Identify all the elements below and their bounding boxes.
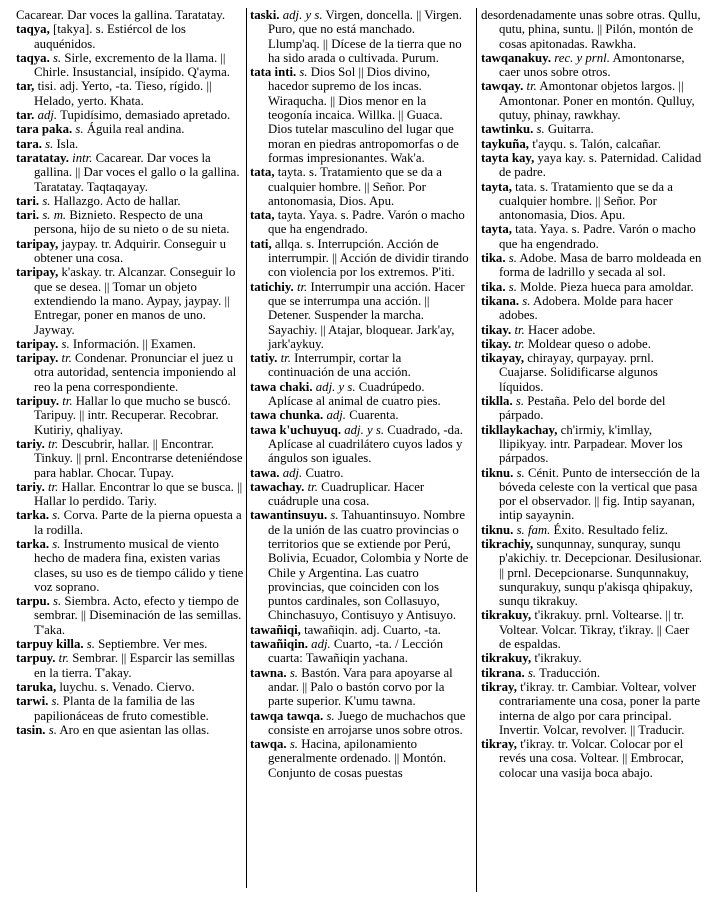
dictionary-entry: [250, 165, 469, 208]
entry-definition: Pestaña. Pelo del borde del párpado.: [499, 394, 666, 423]
entry-definition: Septiembre. Ver mes.: [94, 637, 208, 652]
entry-definition: Sirle, excremento de la llama. || Chirle. Insustancial, insípido. Q'ayma.: [34, 50, 231, 80]
dictionary-entry: [481, 122, 702, 136]
entry-definition: Moldear queso o adobe.: [524, 336, 651, 351]
dictionary-entry: [481, 394, 702, 423]
dictionary-entry: [16, 337, 244, 351]
entry-headword: tawa chunka.: [250, 408, 324, 423]
entry-headword: tawna.: [250, 665, 287, 680]
entry-definition: tisi. adj. Yerto, -ta. Tieso, rígido. || Helado, yerto. Khata.: [34, 79, 212, 108]
dictionary-entry: [481, 79, 702, 122]
entry-headword: tarpu.: [16, 594, 50, 609]
dictionary-entry: [481, 608, 702, 651]
entry-headword: tiknu.: [481, 465, 514, 480]
entry-definition: Isla.: [53, 136, 79, 151]
entry-headword: tika.: [481, 279, 506, 294]
dictionary-entry: [16, 480, 244, 509]
dictionary-entry: [16, 208, 244, 237]
column-divider: [476, 8, 477, 892]
entry-grammar: adj.: [326, 408, 347, 423]
entry-definition: Información. || Examen.: [69, 336, 196, 351]
entry-headword: tariy.: [16, 479, 45, 494]
entry-headword: tati,: [250, 236, 272, 251]
entry-headword: tikana.: [481, 293, 520, 308]
entry-definition: Descubrir, hallar. || Encontrar. Tinkuy. || prnl. Encontrarse deteniéndose para hablar. Chocar. Tupay.: [34, 436, 243, 480]
entry-definition: sunqunnay, sunquray, sunqu p'akichiy. tr. Decepcionar. Desilusionar. || prnl. Decepcionarse. Sunqunnakuy, sunqurakuy, sunqu p'akisqa qhipakuy, sunqu tikrakuy.: [499, 536, 702, 609]
entry-grammar: s.: [516, 465, 525, 480]
entry-definition: Cacarear. Dar voces la gallina. || Dar voces el gallo o la gallina. Taratatay. Taqtaqayay.: [34, 150, 240, 194]
dictionary-entry: [481, 294, 702, 323]
entry-definition: tayta. Yaya. s. Padre. Varón o macho que ha engendrado.: [268, 208, 465, 237]
entry-definition: Hallazgo. Acto de hallar.: [50, 193, 181, 208]
entry-grammar: intr.: [72, 150, 93, 165]
column-divider: [246, 8, 247, 888]
entry-headword: tar.: [16, 108, 35, 123]
entry-headword: tari.: [16, 208, 40, 223]
entry-definition: Siembra. Acto, efecto y tiempo de sembrar. || Diseminación de las semillas. T'aka.: [34, 594, 242, 637]
entry-headword: tikay.: [481, 322, 512, 337]
entry-headword: tarka.: [16, 508, 50, 523]
entry-definition: Tupidísimo, demasiado apretado.: [57, 108, 231, 123]
dictionary-entry: [250, 466, 469, 480]
entry-definition: Virgen, doncella. || Virgen. Puro, que no está manchado. Llump'aq. || Dícese de la tierra que no ha sido arada o cultivada. Purum.: [268, 8, 463, 65]
entry-grammar: s.: [515, 394, 525, 409]
entry-headword: taripuy.: [16, 394, 60, 409]
entry-grammar: tr.: [280, 351, 291, 366]
entry-headword: tikrakuy,: [481, 651, 532, 666]
column-1: [16, 8, 244, 894]
entry-definition: t'ikrakuy.: [534, 651, 582, 666]
entry-definition: Sembrar. || Esparcir las semillas en la tierra. T'akay.: [34, 651, 235, 680]
entry-definition: tawañiqin. adj. Cuarto, -ta.: [304, 622, 441, 637]
entry-headword: tar,: [16, 79, 35, 94]
entry-grammar: adj.: [282, 465, 303, 480]
entry-grammar: adj. y s.: [282, 8, 323, 22]
entry-headword: tawa k'uchuyuq.: [250, 422, 342, 437]
entry-headword: tatiy.: [250, 351, 278, 366]
entry-definition: Éxito. Resultado feliz.: [550, 522, 668, 537]
entry-headword: taripay.: [16, 336, 59, 351]
entry-grammar: tr.: [307, 479, 318, 494]
dictionary-entry: [250, 623, 469, 637]
entry-headword: tarwi.: [16, 694, 49, 709]
entry-grammar: s.: [75, 122, 84, 137]
entry-headword: taqya,: [16, 22, 50, 37]
entry-definition: Hallar. Encontrar lo que se busca. || Hallar lo perdido. Tariy.: [34, 479, 243, 509]
entry-headword: tariy.: [16, 436, 45, 451]
entry-definition: Guitarra.: [544, 122, 594, 137]
dictionary-entry: [481, 137, 702, 151]
entry-definition: tata. Yaya. s. Padre. Varón o macho que ha engendrado.: [499, 222, 696, 251]
entry-definition: Instrumento musical de viento hecho de madera fina, existen varias clases, su uso es de tiempo cálido y tiene voz soprano.: [34, 536, 244, 594]
entry-headword: tikray,: [481, 679, 517, 694]
dictionary-entry: [481, 222, 702, 251]
entry-definition: Traducción.: [536, 665, 601, 680]
entry-definition: Molde. Pieza hueca para amoldar.: [516, 279, 694, 294]
entry-headword: tara.: [16, 136, 42, 151]
entry-headword: tarpuy killa.: [16, 637, 84, 652]
entry-headword: tayta,: [481, 179, 512, 194]
entry-definition: Aro en que asientan las ollas.: [56, 722, 210, 737]
dictionary-entry: [16, 437, 244, 480]
entry-headword: tawqa tawqa.: [250, 708, 324, 723]
entry-headword: tari.: [16, 193, 40, 208]
column-2: [250, 8, 469, 894]
entry-definition: chirayay, qurpayay. prnl. Cuajarse. Solidificarse algunos líquidos.: [499, 351, 658, 394]
entry-grammar: s.: [330, 508, 339, 523]
entry-definition: Dios Sol || Dios divino, hacedor supremo de los incas. Wiraqucha. || Dios menor en la teogonía incaica. Willka. || Guaca. Dios tutelar masculino del lugar que moran en piedras antropomorfas o de formas impresionantes. Wak'a.: [268, 65, 459, 165]
entry-definition: tayta. s. Tratamiento que se da a cualquier hombre. || Señor. Por antonomasia, Dios. Apu.: [268, 165, 442, 208]
entry-headword: tawa chaki.: [250, 379, 313, 394]
entry-grammar: s.: [508, 251, 517, 266]
entry-headword: tarpuy.: [16, 651, 56, 666]
dictionary-entry: [481, 280, 702, 294]
entry-grammar: s.: [289, 665, 299, 680]
dictionary-entry: [16, 394, 244, 437]
entry-headword: taripay.: [16, 351, 59, 366]
entry-headword: taripay,: [16, 265, 59, 280]
entry-headword: tikrachiy,: [481, 536, 534, 551]
entry-definition: t'ikray. tr. Cambiar. Voltear, volver contrariamente una cosa, poner la parte interna de algo por cara principal. Invertir. Volcar, revolver. || Traducir.: [499, 679, 701, 737]
entry-headword: tata,: [250, 208, 275, 223]
entry-grammar: adj.: [37, 108, 58, 123]
entry-grammar: tr.: [514, 336, 525, 351]
entry-definition: Corva. Parte de la pierna opuesta a la rodilla.: [34, 508, 242, 537]
entry-headword: tawqa.: [250, 737, 287, 752]
entry-headword: tiklla.: [481, 394, 513, 409]
entry-definition: Tahuantinsuyo. Nombre de la unión de las cuatro provincias o territorios que se extiende por Perú, Bolivia, Ecuador, Colombia y Norte de Chile y Argentina. Las cuatro provincias, que coinciden con los puntos cardinales, son Collasuyo, Chinchasuyo, Contisuyo y Antisuyo.: [268, 508, 469, 623]
dictionary-entry: [481, 666, 702, 680]
entry-definition: t'ikrakuy. prnl. Voltearse. || tr. Voltear. Volcar. Tikray, t'ikray. || Caer de espaldas.: [499, 608, 690, 652]
dictionary-entry: [481, 337, 702, 351]
entry-definition: Bastón. Vara para apoyarse al andar. || Palo o bastón corvo por la parte superior. K'umu tawna.: [268, 665, 453, 709]
dictionary-entry: [250, 237, 469, 280]
entry-headword: tiknu.: [481, 522, 514, 537]
entry-definition: Interrumpir una acción. Hacer que se interrumpa una acción. || Detener. Suspender la marcha. Sayachiy. || Atajar, bloquear. Jark'ay, jark'aykuy.: [268, 279, 465, 351]
entry-headword: taykuña,: [481, 136, 530, 151]
dictionary-entry: [16, 723, 244, 737]
entry-definition: ch'irmiy, k'imllay, llipikyay. intr. Parpadear. Mover los párpados.: [499, 422, 683, 466]
dictionary-entry: [16, 237, 244, 266]
dictionary-entry: [16, 351, 244, 394]
dictionary-entry: [16, 108, 244, 122]
entry-definition: Condenar. Pronunciar el juez u otra autoridad, sentencia imponiendo al reo la pena correspondiente.: [34, 351, 237, 394]
entry-grammar: adj. y s.: [315, 379, 356, 394]
entry-headword: tawqanakuy.: [481, 50, 552, 65]
entry-grammar: s.: [51, 694, 60, 709]
entry-definition: Interrumpir, cortar la continuación de una acción.: [268, 351, 411, 380]
dictionary-entry: [16, 651, 244, 680]
dictionary-entry: [16, 594, 244, 637]
entry-grammar: s.: [52, 536, 61, 551]
entry-grammar: tr.: [514, 322, 525, 337]
entry-headword: tikay.: [481, 336, 512, 351]
entry-grammar: s.: [42, 193, 51, 208]
entry-definition: allqa. s. Interrupción. Acción de interrumpir. || Acción de dividir tirando con violencia por los extremos. P'iti.: [268, 236, 469, 280]
entry-definition: Adobe. Masa de barro moldeada en forma de ladrillo y secada al sol.: [499, 251, 702, 280]
entry-definition: Cacarear. Dar voces la gallina. Taratatay.: [16, 8, 226, 22]
entry-grammar: s.: [299, 65, 308, 80]
entry-grammar: s.: [326, 708, 335, 723]
dictionary-entry: [16, 151, 244, 194]
entry-headword: tikrana.: [481, 665, 525, 680]
entry-headword: tawañiqi,: [250, 622, 301, 637]
entry-headword: tasin.: [16, 722, 46, 737]
dictionary-entry: [250, 380, 469, 409]
dictionary-entry: [16, 637, 244, 651]
dictionary-entry: [481, 51, 702, 80]
dictionary-entry: [250, 408, 469, 422]
dictionary-entry: [16, 22, 244, 51]
dictionary-entry: [250, 666, 469, 709]
dictionary-entry: [250, 737, 469, 780]
dictionary-entry: [16, 537, 244, 594]
dictionary-entry: [250, 637, 469, 666]
entry-grammar: s.: [52, 50, 62, 65]
entry-grammar: adj.: [311, 637, 331, 652]
entry-definition: Cuadrado, -da. Aplícase al cuadrilátero cuyos lados y ángulos son iguales.: [268, 422, 463, 466]
entry-definition: tata. s. Tratamiento que se da a cualquier hombre. || Señor. Por antonomasia, Dios. Apu.: [499, 179, 673, 223]
dictionary-entry: [481, 523, 702, 537]
entry-grammar: s. fam.: [516, 522, 551, 537]
dictionary-entry: [481, 737, 702, 780]
entry-grammar: tr.: [48, 436, 59, 451]
dictionary-entry: [16, 8, 244, 22]
entry-grammar: s.: [522, 293, 531, 308]
entry-definition: k'askay. tr. Alcanzar. Conseguir lo que se desea. || Tomar un objeto extendiendo la mano. Aypay, jaypay. || Entregar, poner en manos de uno. Jayway.: [34, 265, 236, 337]
dictionary-entry: [481, 151, 702, 180]
entry-definition: [takya]. s. Estiércol de los auquénidos.: [34, 22, 186, 51]
entry-definition: Amontonar objetos largos. || Amontonar. Poner en montón. Qulluy, qutuy, phinay, rawkhay.: [499, 79, 695, 123]
dictionary-entry: [16, 194, 244, 208]
entry-definition: Hacer adobe.: [524, 322, 596, 337]
dictionary-entry: [481, 680, 702, 737]
dictionary-entry: [250, 351, 469, 380]
entry-headword: tata inti.: [250, 65, 297, 80]
dictionary-entry: [250, 280, 469, 351]
dictionary-entry: [250, 709, 469, 738]
entry-definition: Cuarenta.: [346, 408, 399, 423]
entry-definition: Cuadrúpedo. Aplícase al animal de cuatro pies.: [268, 379, 441, 409]
entry-headword: tika.: [481, 251, 506, 266]
entry-headword: taruka,: [16, 679, 57, 694]
entry-headword: tawañiqin.: [250, 637, 308, 652]
dictionary-entry: [481, 537, 702, 608]
entry-grammar: s.: [48, 722, 57, 737]
entry-headword: tikllaykachay,: [481, 422, 558, 437]
dictionary-entry: [481, 651, 702, 665]
dictionary-entry: [16, 694, 244, 723]
entry-headword: taripay,: [16, 236, 59, 251]
entry-definition: Cuatro.: [302, 465, 344, 480]
entry-definition: Biznieto. Respecto de una persona, hijo de su nieto o de su nieta.: [34, 208, 230, 237]
entry-definition: t'ikray. tr. Volcar. Colocar por el revés una cosa. Voltear. || Embrocar, colocar una vasija boca abajo.: [499, 737, 684, 780]
entry-headword: taski.: [250, 8, 280, 22]
entry-headword: tarka.: [16, 536, 50, 551]
entry-grammar: s.: [45, 136, 54, 151]
entry-definition: Hacina, apilonamiento generalmente ordenado. || Montón. Conjunto de cosas puestas: [268, 737, 447, 780]
entry-headword: tayta,: [481, 222, 512, 237]
entry-headword: tikrakuy,: [481, 608, 532, 623]
entry-definition: jaypay. tr. Adquirir. Conseguir u obtener una cosa.: [34, 236, 226, 266]
entry-grammar: tr.: [61, 351, 72, 366]
dictionary-entry: [250, 65, 469, 165]
entry-grammar: s.: [289, 737, 299, 752]
entry-definition: desordenadamente unas sobre otras. Qullu, qutu, phina, suntu. || Pilón, montón de cosas apitonadas. Rawkha.: [481, 8, 701, 51]
entry-headword: tikayay,: [481, 351, 525, 366]
entry-definition: t'ayqu. s. Talón, calcañar.: [532, 136, 661, 151]
entry-definition: Hallar lo que mucho se buscó. Taripuy. || intr. Recuperar. Recobrar. Kutiriy, qhaliyay.: [34, 394, 231, 437]
dictionary-entry: [250, 208, 469, 237]
entry-headword: tawachay.: [250, 479, 305, 494]
column-3: [481, 8, 702, 894]
entry-definition: Juego de muchachos que consiste en arrojarse unos sobre otros.: [268, 708, 466, 737]
entry-definition: Cuadruplicar. Hacer cuádruple una cosa.: [268, 479, 425, 509]
dictionary-entry: [16, 137, 244, 151]
dictionary-entry: [481, 180, 702, 223]
dictionary-entry: [481, 251, 702, 280]
entry-grammar: s.: [536, 122, 545, 137]
entry-definition: Planta de la familia de las papilionáceas de fruto comestible.: [34, 694, 209, 723]
dictionary-entry: [481, 466, 702, 523]
dictionary-entry: [16, 51, 244, 80]
entry-headword: tikray,: [481, 737, 517, 752]
entry-grammar: rec. y prnl.: [554, 50, 610, 65]
entry-grammar: s.: [508, 279, 517, 294]
entry-definition: Amontonarse, caer unos sobre otros.: [499, 50, 685, 80]
entry-grammar: s.: [61, 336, 70, 351]
entry-grammar: s.: [52, 508, 61, 523]
dictionary-entry: [16, 508, 244, 537]
dictionary-entry: [481, 423, 702, 466]
entry-grammar: s. m.: [42, 208, 67, 223]
entry-grammar: s.: [86, 637, 95, 652]
entry-definition: Cuarto, -ta. / Lección cuarta: Tawañiqin yachana.: [268, 637, 444, 666]
entry-headword: tara paka.: [16, 122, 73, 137]
dictionary-entry: [16, 265, 244, 336]
dictionary-entry: [16, 680, 244, 694]
dictionary-entry: [250, 480, 469, 509]
entry-headword: tayta kay,: [481, 150, 535, 165]
dictionary-entry: [481, 323, 702, 337]
entry-definition: Cénit. Punto de intersección de la bóveda celeste con la vertical que pasa por el observador. || fig. Intip sayanan, intip sayaynin.: [499, 465, 700, 523]
entry-definition: luychu. s. Venado. Ciervo.: [59, 679, 195, 694]
dictionary-entry: [250, 423, 469, 466]
dictionary-entry: [250, 508, 469, 622]
entry-definition: Adobera. Molde para hacer adobes.: [499, 293, 673, 323]
dictionary-entry: [481, 351, 702, 394]
entry-headword: taqya.: [16, 50, 50, 65]
entry-grammar: tr.: [48, 479, 59, 494]
entry-grammar: s.: [52, 594, 62, 609]
entry-headword: tawqay.: [481, 79, 524, 94]
entry-grammar: tr.: [62, 394, 73, 409]
entry-headword: tawa.: [250, 465, 280, 480]
entry-grammar: tr.: [296, 279, 308, 294]
entry-headword: tawantinsuyu.: [250, 508, 328, 523]
dictionary-entry: [250, 8, 469, 65]
dictionary-entry: [481, 8, 702, 51]
entry-headword: tawtinku.: [481, 122, 534, 137]
entry-grammar: tr.: [526, 79, 537, 94]
entry-headword: taratatay.: [16, 150, 69, 165]
entry-grammar: tr.: [58, 651, 69, 666]
dictionary-entry: [16, 122, 244, 136]
entry-headword: tata,: [250, 165, 275, 180]
entry-headword: tatichiy.: [250, 279, 294, 294]
entry-grammar: adj. y s.: [344, 422, 385, 437]
entry-definition: yaya kay. s. Paternidad. Calidad de padre.: [499, 150, 702, 180]
dictionary-entry: [16, 79, 244, 108]
entry-definition: Águila real andina.: [83, 122, 185, 137]
entry-grammar: s.: [527, 665, 537, 680]
